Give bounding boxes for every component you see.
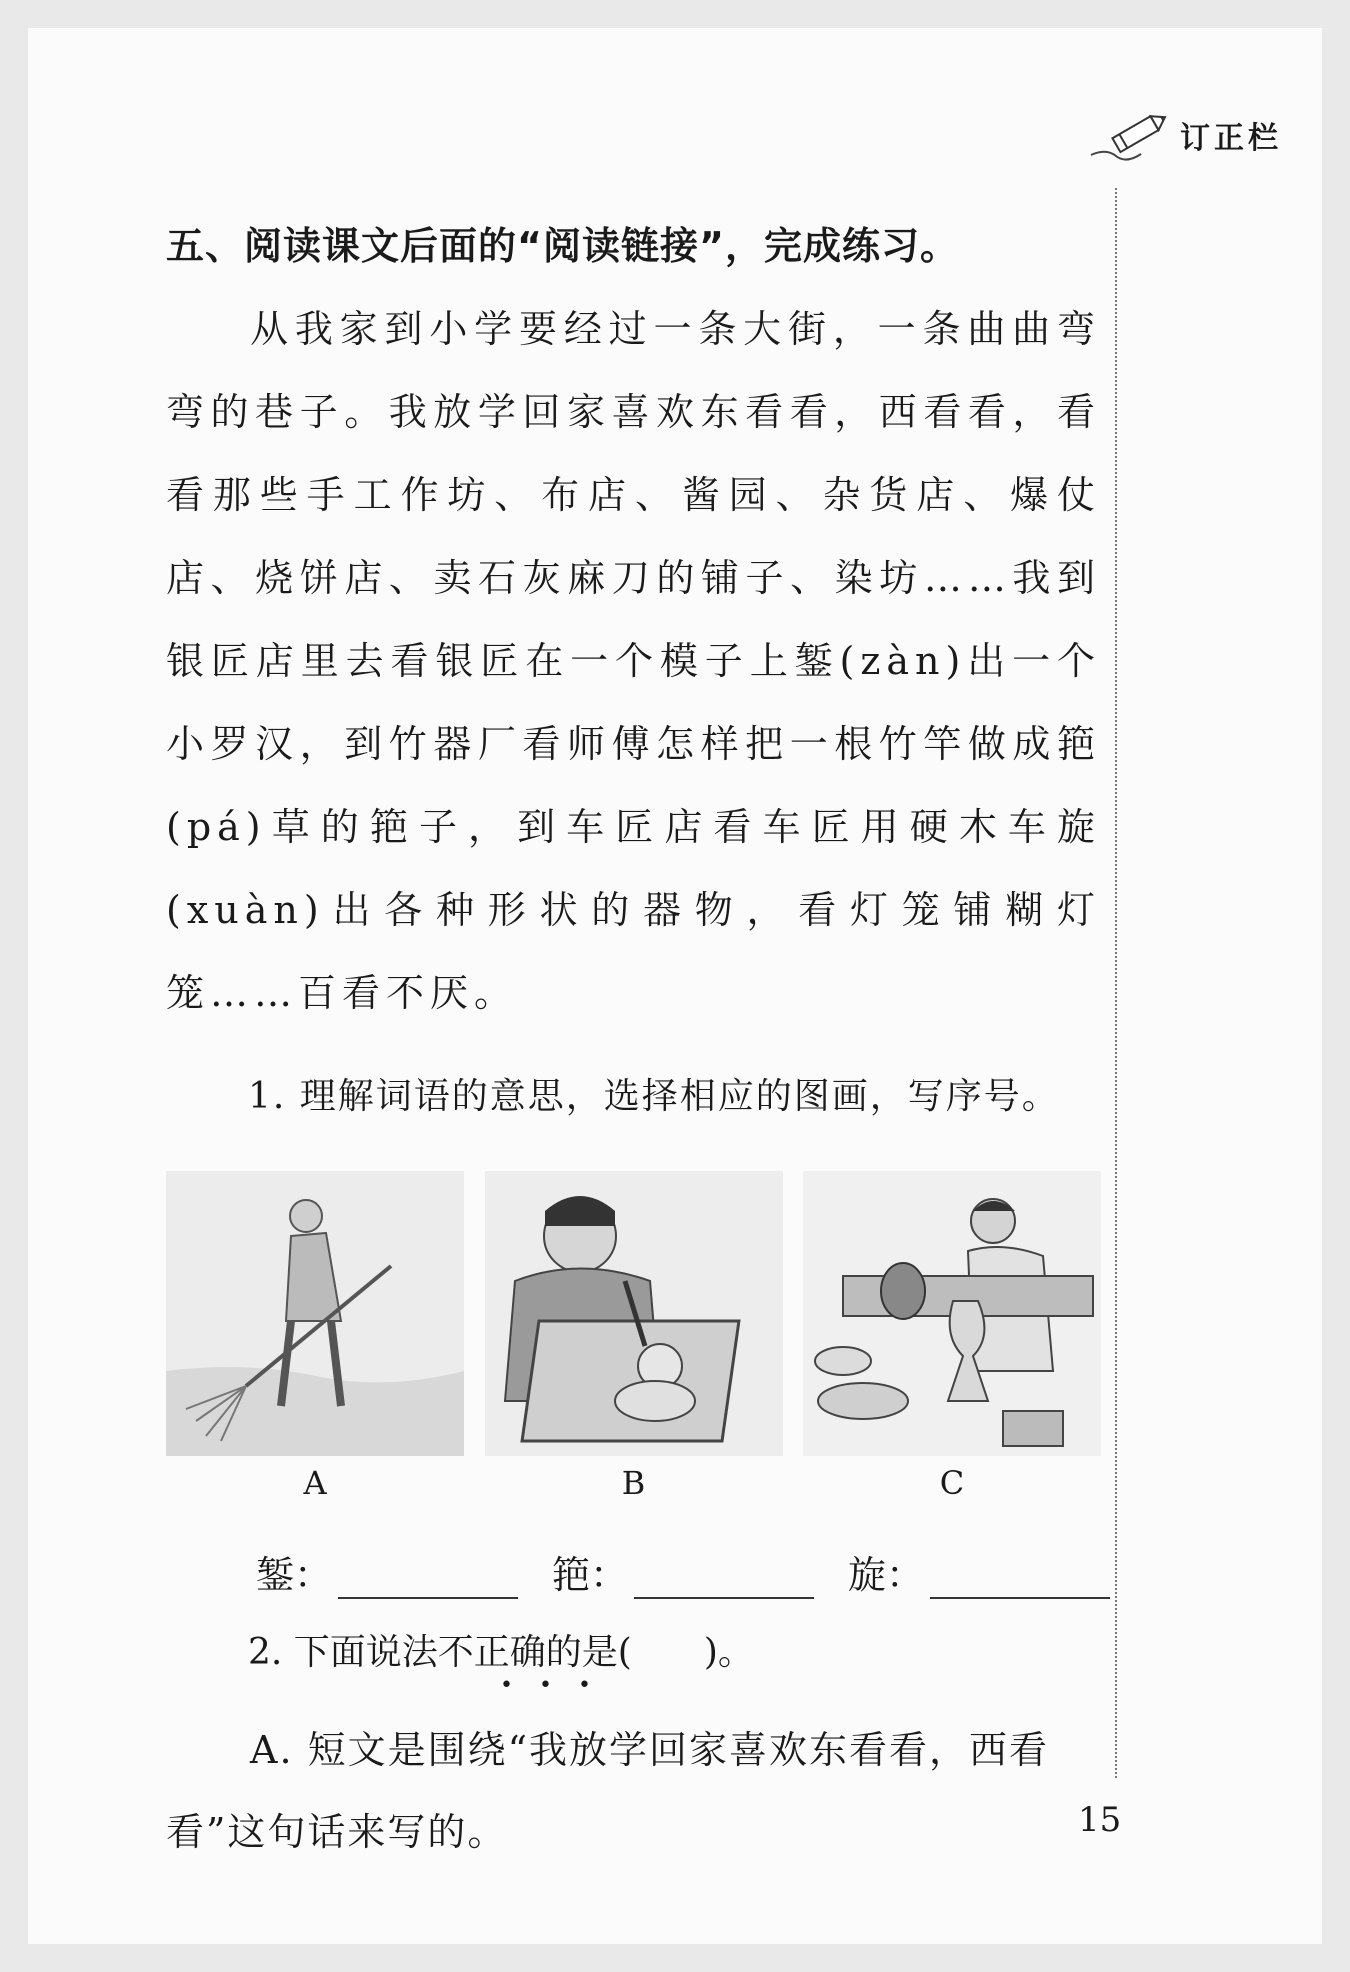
- silversmith-carving-illustration: [485, 1171, 783, 1456]
- picture-c: [803, 1171, 1101, 1502]
- question-2: [166, 1625, 1101, 1698]
- correction-column-label: 订正栏: [1180, 121, 1282, 156]
- picture-b: [485, 1171, 783, 1502]
- correction-column-header: [1086, 100, 1282, 170]
- sweeping-illustration: [166, 1171, 464, 1456]
- blank-label: 錾：: [256, 1553, 333, 1597]
- blank-item-zan: [256, 1544, 518, 1599]
- correction-column-divider: [1115, 188, 1117, 1778]
- answer-blank[interactable]: [930, 1557, 1110, 1599]
- picture-c-caption: C: [939, 1464, 965, 1502]
- emphasis-dots: •••: [500, 1673, 617, 1698]
- blank-item-xuan: [848, 1544, 1110, 1599]
- pencil-icon: [1086, 100, 1176, 170]
- picture-a: [166, 1171, 464, 1502]
- question-2-text: 2. 下面说法不正确的是( )。: [248, 1632, 754, 1673]
- blank-label: 旋：: [848, 1553, 925, 1597]
- answer-blank[interactable]: [338, 1557, 518, 1599]
- blank-label: 筢：: [552, 1553, 629, 1597]
- page-number: 15: [1078, 1800, 1122, 1840]
- question-1: 1. 理解词语的意思，选择相应的图画，写序号。: [248, 1076, 1060, 1117]
- blank-item-pa: [552, 1544, 814, 1599]
- workbook-page: [28, 28, 1322, 1944]
- reading-passage: 从我家到小学要经过一条大街，一条曲曲弯弯的巷子。我放学回家喜欢东看看，西看看，看看那些手工作坊、布店、酱园、杂货店、爆仗店、烧饼店、卖石灰麻刀的铺子、染坊……我到银匠店里去看银匠在一个模子上錾(zàn)出一个小罗汉，到竹器厂看师傅怎样把一根竹竿做成筢(pá)草的筢子，到车匠店看车匠用硬木车旋(xuàn)出各种形状的器物，看灯笼铺糊灯笼……百看不厌。: [166, 307, 1101, 1015]
- answer-blank[interactable]: [634, 1557, 814, 1599]
- section-title: 五、阅读课文后面的“阅读链接”，完成练习。: [166, 224, 959, 268]
- wood-turning-lathe-illustration: [803, 1171, 1101, 1456]
- picture-a-caption: A: [303, 1464, 327, 1502]
- picture-b-caption: B: [621, 1464, 646, 1502]
- exercise-content: [166, 218, 1101, 1873]
- option-a: A. 短文是围绕“我放学回家喜欢东看看，西看看”这句话来写的。: [166, 1728, 1050, 1854]
- picture-options: [166, 1171, 1101, 1502]
- answer-blanks: [166, 1544, 1101, 1599]
